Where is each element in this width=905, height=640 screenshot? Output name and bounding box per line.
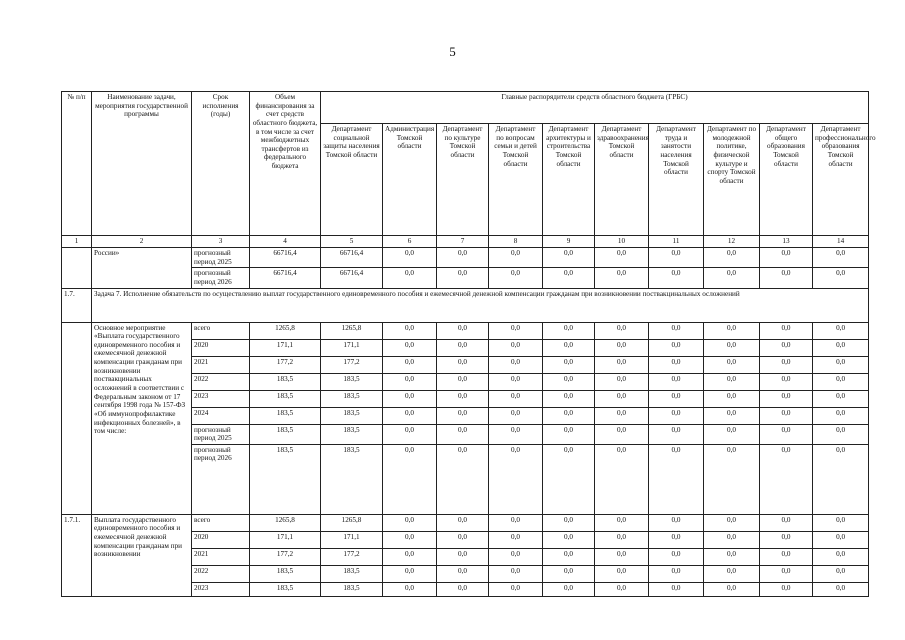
top-block-value: 66716,4 (250, 248, 321, 268)
sub-block-value: 0,0 (760, 514, 813, 531)
sub-block-value: 0,0 (437, 582, 489, 596)
main-block-value: 1265,8 (321, 322, 383, 339)
sub-block-value: 0,0 (543, 565, 595, 582)
main-block-value: 0,0 (704, 339, 760, 356)
main-block-value: 0,0 (543, 444, 595, 514)
sub-block-value: 0,0 (383, 582, 437, 596)
sub-block-value: 0,0 (543, 531, 595, 548)
sub-block-value: 0,0 (595, 582, 649, 596)
top-block-value: 0,0 (760, 248, 813, 268)
header-grbs-6: Департамент здравоохранения Томской области (595, 124, 649, 236)
sub-block-value: 0,0 (760, 548, 813, 565)
main-block-value: 0,0 (760, 373, 813, 390)
main-block-value: 0,0 (543, 390, 595, 407)
top-block-value: 0,0 (760, 268, 813, 288)
main-block-value: 0,0 (760, 390, 813, 407)
sub-block-value: 0,0 (437, 531, 489, 548)
sub-block-value: 0,0 (595, 548, 649, 565)
main-block-value: 0,0 (649, 356, 704, 373)
main-block-value: 0,0 (813, 373, 869, 390)
main-block-value: 0,0 (760, 322, 813, 339)
main-block-value: 183,5 (321, 407, 383, 424)
table-row (62, 322, 869, 339)
main-block-value: 183,5 (250, 424, 321, 444)
top-block-value: 0,0 (595, 248, 649, 268)
main-block-value: 0,0 (649, 444, 704, 514)
main-block-value: 0,0 (595, 424, 649, 444)
sub-block-value: 0,0 (595, 531, 649, 548)
budget-table (61, 91, 876, 597)
column-number-4: 4 (250, 236, 321, 248)
sub-block-value: 0,0 (704, 565, 760, 582)
main-block-value: 0,0 (437, 444, 489, 514)
sub-block-value: 1265,8 (321, 514, 383, 531)
main-block-period: 2021 (192, 356, 250, 373)
sub-block-value: 171,1 (321, 531, 383, 548)
top-block-value: 0,0 (813, 268, 869, 288)
main-block-value: 0,0 (813, 356, 869, 373)
sub-block-value: 0,0 (489, 548, 543, 565)
sub-block-value: 0,0 (704, 582, 760, 596)
column-number-7: 7 (437, 236, 489, 248)
main-block-value: 177,2 (321, 356, 383, 373)
main-block-value: 0,0 (437, 356, 489, 373)
main-block-value: 0,0 (649, 373, 704, 390)
main-block-value: 0,0 (543, 424, 595, 444)
sub-block-value: 0,0 (383, 514, 437, 531)
header-period: Срок исполнения (годы) (192, 92, 250, 236)
main-block-value: 0,0 (813, 424, 869, 444)
sub-block-value: 0,0 (813, 514, 869, 531)
sub-block-value: 177,2 (250, 548, 321, 565)
header-grbs-4: Департамент по вопросам семьи и детей Томской области (489, 124, 543, 236)
sub-block-value: 1265,8 (250, 514, 321, 531)
sub-block-value: 0,0 (649, 565, 704, 582)
main-block-value: 0,0 (760, 407, 813, 424)
sub-block-value: 0,0 (813, 531, 869, 548)
sub-block-period: 2022 (192, 565, 250, 582)
sub-block-value: 0,0 (704, 548, 760, 565)
table-row (62, 248, 869, 268)
sub-block-period: 2023 (192, 582, 250, 596)
header-grbs-9: Департамент общего образования Томской области (760, 124, 813, 236)
sub-block-value: 171,1 (250, 531, 321, 548)
sub-block-value: 183,5 (321, 582, 383, 596)
main-block-value: 0,0 (704, 356, 760, 373)
sub-block-value: 0,0 (649, 582, 704, 596)
top-block-value: 0,0 (649, 268, 704, 288)
sub-block-value: 0,0 (437, 548, 489, 565)
main-block-value: 0,0 (543, 322, 595, 339)
top-block-value: 0,0 (595, 268, 649, 288)
main-block-value: 0,0 (383, 356, 437, 373)
main-block-value: 0,0 (760, 339, 813, 356)
main-block-value: 0,0 (704, 444, 760, 514)
sub-block-value: 0,0 (813, 548, 869, 565)
main-block-value: 171,1 (321, 339, 383, 356)
main-block-period: 2024 (192, 407, 250, 424)
sub-block-period: всего (192, 514, 250, 531)
main-block-value: 0,0 (649, 339, 704, 356)
top-block-value: 0,0 (383, 268, 437, 288)
main-block-value: 0,0 (383, 322, 437, 339)
main-block-value: 0,0 (704, 373, 760, 390)
column-number-10: 10 (595, 236, 649, 248)
column-number-14: 14 (813, 236, 869, 248)
sub-block-value: 0,0 (383, 531, 437, 548)
column-number-9: 9 (543, 236, 595, 248)
main-block-value: 0,0 (649, 322, 704, 339)
main-block-value: 183,5 (321, 424, 383, 444)
sub-block-value: 0,0 (543, 582, 595, 596)
main-block-value: 0,0 (704, 424, 760, 444)
main-block-value: 0,0 (489, 424, 543, 444)
main-block-value: 0,0 (813, 339, 869, 356)
main-block-value: 0,0 (595, 356, 649, 373)
sub-block-value: 0,0 (489, 531, 543, 548)
column-number-6: 6 (383, 236, 437, 248)
main-block-value: 0,0 (489, 373, 543, 390)
main-block-value: 0,0 (543, 339, 595, 356)
top-block-value: 0,0 (437, 248, 489, 268)
sub-block-value: 0,0 (595, 565, 649, 582)
main-block-value: 0,0 (649, 407, 704, 424)
sub-block-value: 0,0 (760, 531, 813, 548)
sub-block-value: 183,5 (250, 582, 321, 596)
main-block-value: 0,0 (813, 390, 869, 407)
main-block-name: Основное мероприятие «Выплата государственного единовременного пособия и ежемесячной денежной компенсации гражданам при возникновении поствакцинальных осложнений в соответствии с Федеральным законом от 17 сентября 1998 года № 157-ФЗ «Об иммунопрофилактике инфекционных болезней», в том числе: (92, 322, 192, 514)
main-block-num (62, 322, 92, 514)
top-block-value: 66716,4 (321, 268, 383, 288)
main-block-value: 0,0 (543, 356, 595, 373)
main-block-value: 0,0 (383, 444, 437, 514)
column-number-3: 3 (192, 236, 250, 248)
header-grbs-2: Администрация Томской области (383, 124, 437, 236)
sub-block-value: 0,0 (813, 565, 869, 582)
sub-block-value: 0,0 (760, 565, 813, 582)
task-num: 1.7. (62, 288, 92, 322)
main-block-value: 183,5 (321, 373, 383, 390)
main-block-period: 2020 (192, 339, 250, 356)
top-block-value: 0,0 (813, 248, 869, 268)
header-grbs-7: Департамент труда и занятости населения Томской области (649, 124, 704, 236)
main-block-period: всего (192, 322, 250, 339)
main-block-value: 0,0 (437, 322, 489, 339)
top-block-period: прогнозный период 2026 (192, 268, 250, 288)
main-block-value: 183,5 (321, 390, 383, 407)
top-block-value: 0,0 (649, 248, 704, 268)
header-grbs-3: Департамент по культуре Томской области (437, 124, 489, 236)
main-block-value: 0,0 (813, 322, 869, 339)
main-block-value: 0,0 (437, 390, 489, 407)
sub-block-period: 2021 (192, 548, 250, 565)
main-block-value: 0,0 (383, 339, 437, 356)
task-row (62, 288, 869, 322)
main-block-value: 0,0 (543, 407, 595, 424)
sub-block-value: 0,0 (813, 582, 869, 596)
sub-block-value: 0,0 (489, 565, 543, 582)
main-block-value: 0,0 (704, 390, 760, 407)
sub-block-value: 183,5 (321, 565, 383, 582)
sub-block-value: 0,0 (649, 548, 704, 565)
header-grbs-8: Департамент по молодежной политике, физической культуре и спорту Томской области (704, 124, 760, 236)
main-block-value: 0,0 (437, 373, 489, 390)
main-block-value: 183,5 (321, 444, 383, 514)
top-block-value: 66716,4 (250, 268, 321, 288)
top-block-value: 0,0 (489, 268, 543, 288)
main-block-period: прогнозный период 2026 (192, 444, 250, 514)
header-grbs-title: Главные распорядители средств областного бюджета (ГРБС) (321, 92, 869, 124)
main-block-value: 183,5 (250, 373, 321, 390)
column-number-5: 5 (321, 236, 383, 248)
top-block-value: 0,0 (704, 268, 760, 288)
main-block-period: прогнозный период 2025 (192, 424, 250, 444)
main-block-value: 0,0 (437, 424, 489, 444)
main-block-value: 0,0 (383, 407, 437, 424)
main-block-value: 0,0 (383, 373, 437, 390)
main-block-value: 0,0 (489, 339, 543, 356)
top-block-value: 0,0 (704, 248, 760, 268)
sub-block-value: 0,0 (760, 582, 813, 596)
top-block-value: 66716,4 (321, 248, 383, 268)
top-block-period: прогнозный период 2025 (192, 248, 250, 268)
sub-block-value: 0,0 (489, 514, 543, 531)
sub-block-value: 0,0 (383, 548, 437, 565)
sub-block-value: 0,0 (437, 514, 489, 531)
table-row (62, 514, 869, 531)
column-number-2: 2 (92, 236, 192, 248)
main-block-value: 0,0 (489, 356, 543, 373)
sub-block-value: 0,0 (543, 548, 595, 565)
main-block-value: 183,5 (250, 390, 321, 407)
header-grbs-10: Департамент профессионального образования Томской области (813, 124, 869, 236)
sub-block-value: 183,5 (250, 565, 321, 582)
main-block-value: 0,0 (489, 444, 543, 514)
sub-block-value: 0,0 (383, 565, 437, 582)
top-block-name: России» (92, 248, 192, 289)
main-block-value: 0,0 (760, 444, 813, 514)
main-block-period: 2023 (192, 390, 250, 407)
column-number-13: 13 (760, 236, 813, 248)
column-number-12: 12 (704, 236, 760, 248)
top-block-value: 0,0 (383, 248, 437, 268)
sub-block-value: 0,0 (649, 514, 704, 531)
main-block-value: 0,0 (437, 339, 489, 356)
main-block-value: 0,0 (704, 407, 760, 424)
main-block-value: 0,0 (649, 424, 704, 444)
sub-block-value: 0,0 (704, 514, 760, 531)
main-block-value: 0,0 (595, 444, 649, 514)
header-name: Наименование задачи, мероприятия государственной программы (92, 92, 192, 236)
sub-block-value: 0,0 (595, 514, 649, 531)
main-block-value: 0,0 (813, 407, 869, 424)
main-block-value: 183,5 (250, 444, 321, 514)
top-block-value: 0,0 (543, 248, 595, 268)
header-num: № п/п (62, 92, 92, 236)
main-block-period: 2022 (192, 373, 250, 390)
column-number-11: 11 (649, 236, 704, 248)
sub-block-name: Выплата государственного единовременного пособия и ежемесячной денежной компенсации гражданам при возникновении (92, 514, 192, 596)
main-block-value: 0,0 (543, 373, 595, 390)
main-block-value: 0,0 (704, 322, 760, 339)
main-block-value: 0,0 (595, 407, 649, 424)
sub-block-value: 0,0 (437, 565, 489, 582)
sub-block-period: 2020 (192, 531, 250, 548)
sub-block-value: 0,0 (649, 531, 704, 548)
column-number-8: 8 (489, 236, 543, 248)
sub-block-num: 1.7.1. (62, 514, 92, 596)
main-block-value: 0,0 (383, 390, 437, 407)
main-block-value: 0,0 (489, 390, 543, 407)
main-block-value: 0,0 (595, 322, 649, 339)
main-block-value: 0,0 (489, 407, 543, 424)
main-block-value: 0,0 (383, 424, 437, 444)
top-block-value: 0,0 (543, 268, 595, 288)
header-volume: Объем финансирования за счет средств областного бюджета, в том числе за счет межбюджетных трансфертов из федерального бюджета (250, 92, 321, 236)
main-block-value: 0,0 (595, 373, 649, 390)
sub-block-value: 0,0 (489, 582, 543, 596)
column-number-1: 1 (62, 236, 92, 248)
main-block-value: 0,0 (760, 356, 813, 373)
main-block-value: 171,1 (250, 339, 321, 356)
page-number: 5 (449, 44, 456, 59)
main-block-value: 183,5 (250, 407, 321, 424)
main-block-value: 0,0 (760, 424, 813, 444)
main-block-value: 0,0 (437, 407, 489, 424)
task-text: Задача 7. Исполнение обязательств по осуществлению выплат государственного единовременного пособия и ежемесячной денежной компенсации гражданам при возникновении поствакцинальных осложнений (92, 288, 869, 322)
sub-block-value: 0,0 (704, 531, 760, 548)
main-block-value: 0,0 (813, 444, 869, 514)
main-block-value: 0,0 (595, 390, 649, 407)
main-block-value: 177,2 (250, 356, 321, 373)
top-block-value: 0,0 (489, 248, 543, 268)
header-grbs-1: Департамент социальной защиты населения Томской области (321, 124, 383, 236)
main-block-value: 0,0 (595, 339, 649, 356)
main-block-value: 0,0 (489, 322, 543, 339)
main-block-value: 0,0 (649, 390, 704, 407)
sub-block-value: 0,0 (543, 514, 595, 531)
main-block-value: 1265,8 (250, 322, 321, 339)
top-block-value: 0,0 (437, 268, 489, 288)
sub-block-value: 177,2 (321, 548, 383, 565)
header-grbs-5: Департамент архитектуры и строительства Томской области (543, 124, 595, 236)
top-block-num (62, 248, 92, 289)
